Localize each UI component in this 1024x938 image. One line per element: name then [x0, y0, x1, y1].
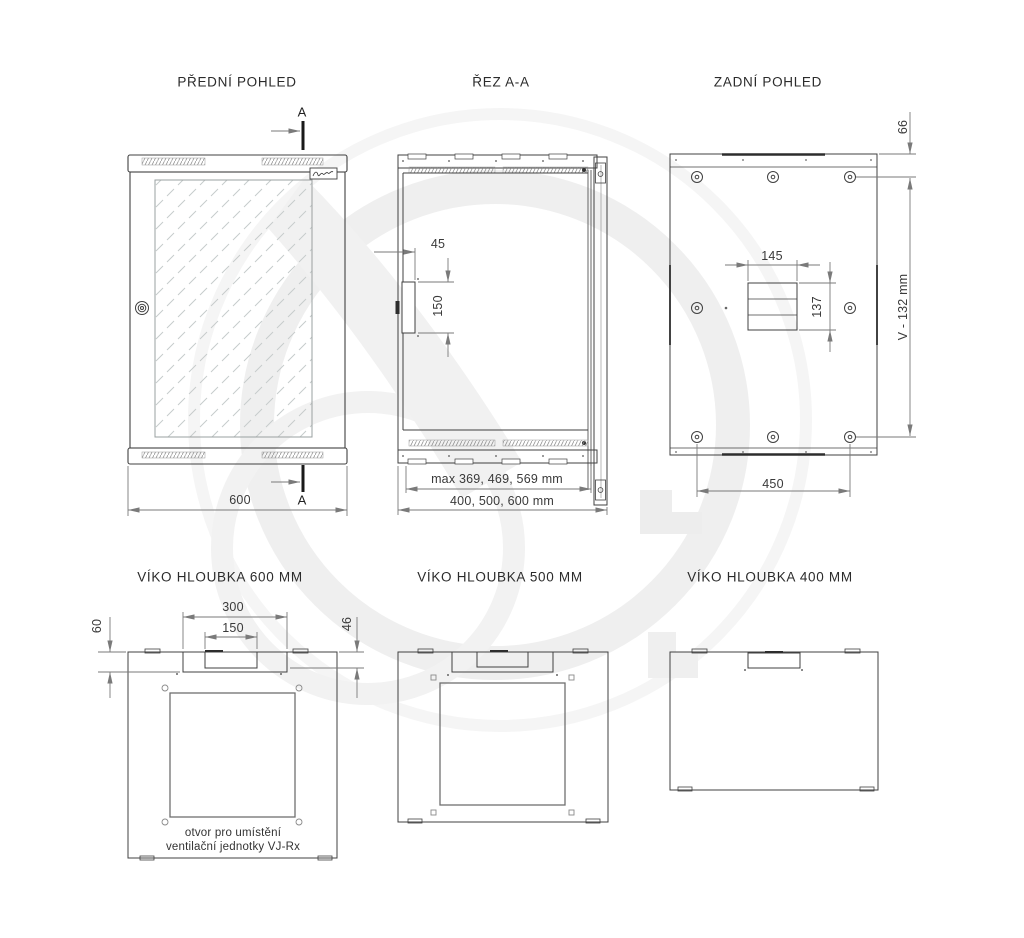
rear-view-title: ZADNÍ POHLED — [713, 74, 823, 90]
front-width-dimension — [128, 466, 347, 516]
lid600-note-line2: ventilační jednotky VJ-Rx — [165, 841, 301, 853]
rear-cutout-width-dimension — [725, 260, 820, 281]
lid600-recess-width-label: 300 — [222, 600, 244, 614]
lid-400-view — [670, 649, 878, 791]
front-section-mark-top — [271, 121, 303, 150]
section-top-panel — [398, 154, 597, 168]
section-recess-depth-label: 45 — [430, 237, 446, 251]
lid400-cable-recess — [748, 653, 800, 668]
section-inner-depth-label: max 369, 469, 569 mm — [431, 472, 563, 486]
rear-cutout-width-label: 145 — [761, 249, 783, 263]
rear-height-label: V - 132 mm — [896, 273, 910, 341]
section-vent-hatch-bottom — [409, 440, 588, 446]
lid400-title: VÍKO HLOUBKA 400 MM — [687, 569, 853, 585]
lid-600-view — [98, 612, 364, 860]
front-door — [130, 168, 345, 448]
rear-mounting-holes — [692, 172, 856, 443]
section-cabinet-walls — [396, 155, 589, 463]
lid500-fan-opening — [440, 683, 565, 805]
lid600-title: VÍKO HLOUBKA 600 MM — [137, 569, 303, 585]
section-door-profile — [582, 157, 607, 505]
lid600-note-line1: otvor pro umístění — [184, 827, 282, 839]
front-width-dim-label: 600 — [229, 493, 251, 507]
lid-500-view — [398, 649, 608, 823]
front-bottom-vent-panel — [128, 448, 347, 464]
front-glass-panel — [155, 180, 312, 437]
rear-top-offset-label: 66 — [896, 119, 910, 135]
rear-cutout-height-label: 137 — [810, 296, 824, 318]
section-view-title: ŘEZ A-A — [472, 74, 530, 90]
section-recess-height-label: 150 — [431, 295, 445, 317]
section-outer-depth-label: 400, 500, 600 mm — [450, 494, 554, 508]
rear-cable-cutout — [748, 283, 797, 330]
lid500-title: VÍKO HLOUBKA 500 MM — [417, 569, 583, 585]
section-view — [374, 154, 607, 515]
lid600-right-dim-label: 46 — [340, 616, 354, 632]
section-bottom-panel — [398, 450, 597, 464]
section-mark-a-bottom: A — [297, 492, 307, 508]
section-mark-a-top: A — [297, 104, 307, 120]
lid600-left-dimension — [98, 617, 180, 698]
rear-view — [670, 112, 916, 497]
front-lock-icon — [136, 302, 149, 315]
front-brand-label — [310, 168, 337, 179]
rear-hole-spacing-label: 450 — [762, 477, 784, 491]
section-cable-recess — [402, 278, 419, 337]
lid600-left-dim-label: 60 — [90, 618, 104, 634]
front-view-title: PŘEDNÍ POHLED — [177, 74, 297, 90]
section-recess-depth-dimension — [374, 248, 415, 280]
front-section-mark-bottom — [271, 465, 303, 492]
front-view — [128, 121, 347, 516]
lid600-fan-opening — [162, 685, 302, 825]
lid600-inner-width-label: 150 — [222, 621, 244, 635]
